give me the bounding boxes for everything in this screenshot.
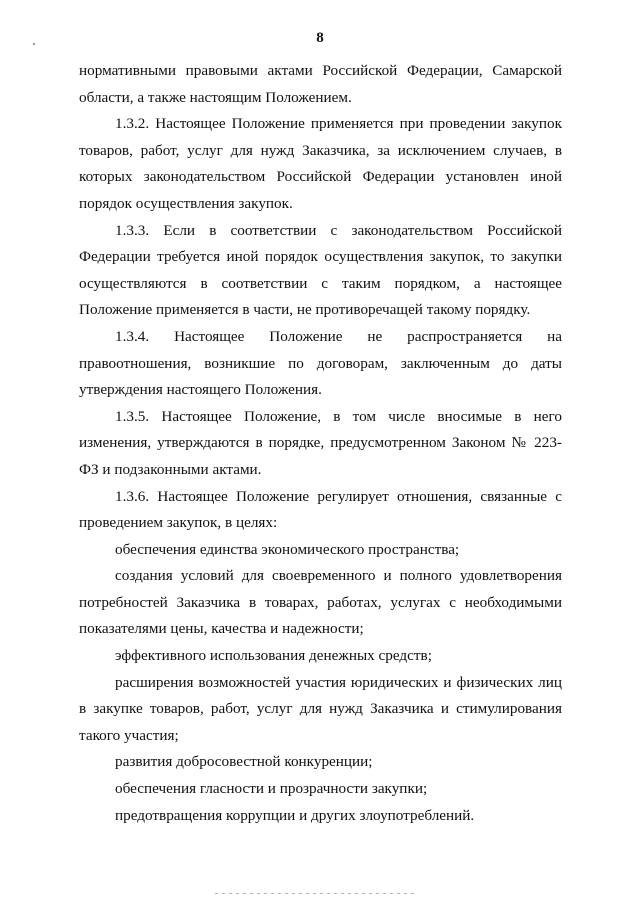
goal-item: развития добросовестной конкуренции; [115,753,373,771]
paragraph-1-3-4: 1.3.4. Настоящее Положение не распространяется на правоотношения, возникшие по договорам, заключенным до даты утверждения настоящего Положения. [79,327,562,399]
scan-artifact-bottom-line [215,893,415,894]
document-body [79,58,562,829]
goal-item: создания условий для своевременного и полного удовлетворения потребностей Заказчика в товарах, работах, услугах с необходимыми показателями цены, качества и надежности; [79,567,562,638]
goal-item: эффективного использования денежных средств; [115,647,432,665]
paragraph-1-3-3: 1.3.3. Если в соответствии с законодательством Российской Федерации требуется иной порядок осуществления закупок, то закупки осуществляются в соответствии с таким порядком, а настоящее Положение применяется в части, не противоречащей такому порядку. [79,221,562,319]
paragraph-continuation: нормативными правовыми актами Российской Федерации, Самарской области, а также настоящим Положением. [79,62,562,106]
paragraph-1-3-2: 1.3.2. Настоящее Положение применяется при проведении закупок товаров, работ, услуг для нужд Заказчика, за исключением случаев, в которых законодательством Российской Федерации установлен иной порядок осуществления закупок. [79,115,562,212]
goal-item: обеспечения единства экономического пространства; [115,540,460,558]
paragraph-1-3-5: 1.3.5. Настоящее Положение, в том числе вносимые в него изменения, утверждаются в порядке, предусмотренном Законом № 223-ФЗ и подзаконными актами. [79,407,562,478]
paragraph-1-3-6: 1.3.6. Настоящее Положение регулирует отношения, связанные с проведением закупок, в целях: [79,487,562,532]
page-number: 8 [316,30,324,46]
goal-item: расширения возможностей участия юридических и физических лиц в закупке товаров, работ, услуг для нужд Заказчика и стимулирования такого участия; [79,673,562,744]
goal-item: предотвращения коррупции и других злоупотреблений. [115,806,475,824]
goal-item: обеспечения гласности и прозрачности закупки; [115,780,428,798]
